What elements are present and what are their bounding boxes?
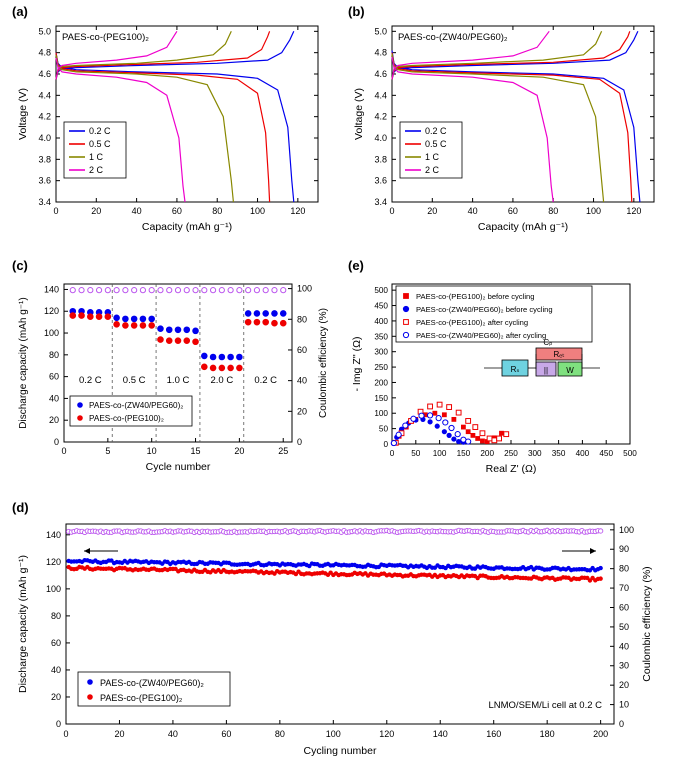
y-tick-label: 400	[374, 316, 388, 326]
legend-swatch	[77, 402, 83, 408]
y2-tick-label: 0	[297, 437, 303, 447]
data-point	[451, 417, 456, 422]
x-tick-label: 120	[626, 206, 642, 216]
data-point	[123, 323, 129, 329]
y2-tick-label: 60	[619, 602, 630, 613]
y-tick-label: 0	[383, 440, 388, 449]
legend-swatch	[404, 294, 409, 299]
x-tick-label: 0	[389, 206, 395, 216]
x-tick-label: 50	[411, 449, 421, 458]
legend-label: PAES-co-(ZW40/PEG60)₂ before cycling	[416, 305, 553, 314]
data-point	[447, 433, 452, 438]
data-point	[88, 314, 94, 320]
y-tick-label: 5.0	[38, 26, 51, 37]
y-tick-label: 500	[374, 286, 388, 296]
data-point	[175, 288, 180, 293]
y2-axis-title: Coulombic efficiency (%)	[641, 566, 653, 682]
data-point	[492, 438, 497, 443]
y-tick-label: 4.4	[38, 90, 51, 101]
legend-swatch	[403, 332, 408, 337]
legend-label: PAES-co-(PEG100)₂ before cycling	[416, 292, 535, 301]
data-point	[175, 338, 181, 344]
x-tick-label: 400	[575, 449, 590, 458]
data-point	[499, 431, 504, 436]
data-point	[432, 411, 437, 416]
x-axis-title: Cycling number	[303, 745, 377, 757]
data-point	[158, 288, 163, 293]
panel-c	[8, 258, 338, 498]
data-point	[149, 316, 155, 322]
y-tick-label: 350	[374, 332, 388, 342]
y-tick-label: 140	[45, 529, 61, 540]
left-axis-arrow-head	[84, 548, 90, 554]
data-point	[272, 320, 278, 326]
legend-swatch	[403, 306, 408, 311]
data-point	[184, 338, 190, 344]
data-point	[123, 288, 128, 293]
x-axis-title: Capacity (mAh g⁻¹)	[141, 221, 233, 233]
x-axis-title: Cycle number	[145, 461, 211, 473]
y-tick-label: 100	[43, 328, 59, 339]
y2-tick-label: 100	[297, 283, 313, 294]
data-point	[427, 413, 432, 418]
data-point	[166, 327, 172, 333]
data-point	[443, 420, 448, 425]
data-point	[114, 315, 120, 321]
y-tick-label: 80	[48, 349, 59, 360]
x-tick-label: 20	[427, 206, 438, 216]
data-point	[504, 432, 509, 437]
y2-tick-label: 40	[297, 375, 308, 386]
y-tick-label: 4.6	[38, 69, 51, 79]
y-tick-label: 450	[374, 301, 388, 311]
y-tick-label: 140	[43, 284, 59, 295]
data-point	[237, 288, 242, 293]
y-tick-label: 60	[50, 637, 61, 648]
data-point	[281, 288, 286, 293]
circuit-cp-symbol: ||	[543, 366, 549, 375]
rate-label: 0.2 C	[254, 375, 278, 387]
data-point	[175, 327, 181, 333]
data-point	[427, 419, 432, 424]
data-point	[149, 288, 154, 293]
y-tick-label: 3.6	[374, 175, 387, 186]
x-tick-label: 180	[539, 729, 555, 739]
y-axis-title: Discharge capacity (mAh g⁻¹)	[18, 297, 29, 429]
data-point	[105, 288, 110, 293]
legend-label: 2 C	[89, 165, 104, 175]
data-point	[461, 425, 466, 430]
x-tick-label: 200	[480, 449, 495, 458]
y-axis-title: Discharge capacity (mAh g⁻¹)	[17, 554, 29, 694]
data-point	[79, 313, 85, 319]
data-point	[419, 413, 424, 418]
y-tick-label: 0	[53, 437, 59, 447]
data-point	[228, 365, 234, 371]
legend-label: 2 C	[425, 165, 440, 175]
y-tick-label: 40	[48, 393, 59, 404]
y-tick-label: 120	[43, 306, 59, 317]
x-tick-label: 60	[171, 206, 182, 216]
data-point	[456, 410, 461, 415]
x-tick-label: 450	[599, 449, 614, 458]
legend-label: PAES-co-(PEG100)₂	[100, 693, 183, 703]
cell-annotation: LNMO/SEM/Li cell at 0.2 C	[488, 700, 602, 711]
y-axis-title: - Img Z'' (Ω)	[351, 336, 363, 392]
data-point	[219, 365, 225, 371]
x-tick-label: 120	[290, 206, 306, 216]
data-point	[254, 311, 260, 317]
panel-b-tag: (b)	[348, 4, 365, 19]
y2-tick-label: 100	[619, 524, 635, 535]
data-point	[411, 416, 416, 421]
legend-label: 0.2 C	[425, 126, 447, 136]
data-point	[158, 337, 164, 343]
panel-a	[8, 4, 338, 252]
y-tick-label: 0	[55, 719, 61, 729]
y-tick-label: 40	[50, 664, 61, 675]
equivalent-circuit-inset	[484, 338, 600, 376]
rate-label: 0.5 C	[122, 375, 146, 387]
panel-b	[344, 4, 674, 252]
y-tick-label: 100	[45, 583, 61, 594]
data-point	[184, 288, 189, 293]
legend-label: PAES-co-(PEG100)₂ after cycling	[416, 318, 529, 327]
data-point	[96, 314, 102, 320]
y-tick-label: 4.2	[374, 111, 387, 122]
y-tick-label: 120	[45, 556, 61, 567]
data-point	[466, 419, 471, 424]
x-tick-label: 40	[467, 206, 478, 216]
data-point	[228, 354, 234, 360]
y-tick-label: 4.0	[38, 133, 51, 143]
data-point	[193, 288, 198, 293]
x-tick-label: 300	[527, 449, 542, 458]
legend-label: PAES-co-(ZW40/PEG60)₂	[100, 678, 204, 688]
y2-axis-title: Coulombic efficiency (%)	[318, 308, 329, 418]
y2-tick-label: 50	[619, 621, 630, 632]
y-tick-label: 3.4	[38, 197, 51, 207]
data-point	[237, 354, 243, 360]
data-point	[254, 319, 260, 325]
x-tick-label: 100	[586, 206, 602, 216]
y-tick-label: 4.4	[374, 90, 387, 101]
data-point	[447, 405, 452, 410]
y-tick-label: 4.8	[374, 47, 387, 58]
data-point	[202, 364, 208, 370]
panel-e	[344, 258, 674, 498]
y-tick-label: 5.0	[374, 26, 387, 37]
data-point	[487, 436, 492, 441]
data-point	[598, 576, 602, 580]
data-point	[202, 353, 208, 359]
data-point	[140, 316, 146, 322]
legend-label: 0.5 C	[425, 139, 447, 149]
data-point	[435, 424, 440, 429]
data-point	[123, 316, 129, 322]
panel-subtitle: PAES-co-(ZW40/PEG60)₂	[398, 32, 508, 43]
data-point	[245, 319, 251, 325]
y-tick-label: 3.8	[38, 154, 51, 165]
x-axis-title: Capacity (mAh g⁻¹)	[477, 221, 569, 233]
y-tick-label: 200	[374, 378, 388, 388]
data-point	[598, 529, 602, 533]
data-point	[403, 423, 408, 428]
panel-a-tag: (a)	[12, 4, 28, 19]
data-point	[280, 311, 286, 317]
chart-e	[344, 258, 674, 498]
data-point	[272, 311, 278, 317]
data-point	[480, 431, 485, 436]
data-point	[114, 322, 120, 328]
y2-tick-label: 90	[619, 544, 630, 555]
y-tick-label: 150	[374, 393, 388, 403]
y-tick-label: 50	[378, 424, 388, 434]
data-point	[428, 404, 433, 409]
data-point	[272, 288, 277, 293]
y-tick-label: 4.0	[374, 133, 387, 143]
legend-label: 1 C	[425, 152, 440, 162]
x-tick-label: 160	[486, 729, 502, 739]
data-point	[105, 314, 111, 320]
data-point	[202, 288, 207, 293]
y2-tick-label: 10	[619, 699, 630, 710]
x-tick-label: 80	[548, 206, 559, 216]
legend-swatch	[77, 415, 83, 421]
data-point	[263, 319, 269, 325]
rate-label: 2.0 C	[210, 375, 234, 387]
rate-label: 0.2 C	[78, 375, 102, 387]
x-tick-label: 250	[504, 449, 518, 458]
x-tick-label: 100	[325, 729, 341, 739]
x-tick-label: 15	[190, 446, 201, 456]
data-point	[466, 439, 471, 444]
data-point	[449, 425, 454, 430]
data-point	[140, 323, 146, 329]
data-point	[263, 311, 269, 317]
data-point	[228, 288, 233, 293]
data-point	[254, 288, 259, 293]
data-point	[475, 436, 480, 441]
panel-e-tag: (e)	[348, 258, 364, 273]
data-point	[70, 313, 76, 319]
y-tick-label: 300	[374, 347, 388, 357]
circuit-rs-label: Rₛ	[510, 365, 520, 374]
data-point	[396, 432, 401, 437]
x-tick-label: 80	[212, 206, 223, 216]
data-point	[263, 288, 268, 293]
x-tick-label: 20	[234, 446, 245, 456]
data-point	[149, 323, 155, 329]
legend-swatch	[87, 694, 93, 700]
x-tick-label: 0	[61, 446, 67, 456]
data-point	[166, 338, 172, 344]
y-axis-title: Voltage (V)	[17, 88, 29, 140]
y-tick-label: 3.4	[374, 197, 387, 207]
data-point	[96, 288, 101, 293]
rate-label: 1.0 C	[166, 375, 190, 387]
x-axis-title: Real Z' (Ω)	[485, 463, 537, 475]
chart-b	[344, 4, 674, 252]
legend-swatch	[404, 320, 409, 325]
legend-label: 1 C	[89, 152, 104, 162]
data-point	[88, 288, 93, 293]
data-point	[497, 436, 502, 441]
x-tick-label: 25	[278, 446, 289, 456]
legend-swatch	[87, 679, 93, 685]
y2-tick-label: 80	[619, 563, 630, 574]
data-point	[280, 320, 286, 326]
x-tick-label: 500	[623, 449, 637, 458]
data-point	[245, 311, 251, 317]
circuit-rct-label: Rₑₜ	[553, 350, 565, 359]
data-point	[466, 429, 471, 434]
data-point	[246, 288, 251, 293]
data-point	[442, 412, 447, 417]
x-tick-label: 10	[146, 446, 157, 456]
x-tick-label: 5	[105, 446, 111, 456]
legend-label: PAES-co-(ZW40/PEG60)₂ after cycling	[416, 331, 547, 340]
data-point	[219, 288, 224, 293]
legend-label: 0.5 C	[89, 139, 111, 149]
x-tick-label: 100	[432, 449, 447, 458]
data-point	[167, 288, 172, 293]
y-tick-label: 20	[50, 691, 61, 702]
circuit-w-label: W	[566, 366, 574, 375]
x-tick-label: 60	[507, 206, 518, 216]
legend-label: PAES-co-(PEG100)₂	[89, 414, 164, 423]
legend-label: PAES-co-(ZW40/PEG60)₂	[89, 401, 184, 410]
data-point	[132, 288, 137, 293]
y2-tick-label: 20	[619, 680, 630, 691]
y-tick-label: 20	[48, 415, 59, 426]
data-point	[391, 440, 396, 445]
data-point	[114, 288, 119, 293]
panel-c-tag: (c)	[12, 258, 28, 273]
y-tick-label: 60	[48, 371, 59, 382]
data-point	[219, 354, 225, 360]
y2-tick-label: 30	[619, 660, 630, 671]
y2-tick-label: 20	[297, 406, 308, 417]
x-tick-label: 60	[221, 729, 232, 739]
x-tick-label: 80	[274, 729, 285, 739]
x-tick-label: 0	[389, 449, 395, 458]
x-tick-label: 0	[63, 729, 69, 739]
data-point	[70, 288, 75, 293]
y-tick-label: 80	[50, 610, 61, 621]
y-tick-label: 100	[374, 409, 388, 419]
y-tick-label: 4.2	[38, 111, 51, 122]
data-point	[455, 432, 460, 437]
data-point	[140, 288, 145, 293]
panel-d	[8, 500, 674, 768]
x-tick-label: 40	[131, 206, 142, 216]
data-point	[442, 429, 447, 434]
circuit-cp-label: Cₚ	[543, 338, 553, 347]
y2-tick-label: 70	[619, 583, 630, 594]
y-tick-label: 4.8	[38, 47, 51, 58]
y2-tick-label: 60	[297, 344, 308, 355]
y2-tick-label: 40	[619, 641, 630, 652]
x-tick-label: 20	[91, 206, 102, 216]
data-point	[436, 416, 441, 421]
panel-subtitle: PAES-co-(PEG100)₂	[62, 32, 149, 43]
y2-tick-label: 80	[297, 314, 308, 325]
x-tick-label: 200	[593, 729, 609, 739]
y-tick-label: 3.8	[374, 154, 387, 165]
x-tick-label: 350	[551, 449, 566, 458]
data-point	[480, 439, 485, 444]
data-point	[193, 328, 199, 334]
y2-tick-label: 0	[619, 719, 625, 729]
x-tick-label: 40	[167, 729, 178, 739]
x-tick-label: 0	[53, 206, 59, 216]
x-tick-label: 120	[379, 729, 395, 739]
y-tick-label: 250	[374, 363, 388, 373]
x-tick-label: 20	[114, 729, 125, 739]
y-axis-title: Voltage (V)	[353, 88, 365, 140]
data-point	[193, 339, 199, 345]
data-point	[184, 327, 190, 333]
data-point	[451, 436, 456, 441]
data-point	[158, 326, 164, 332]
data-point	[598, 566, 602, 570]
data-point	[210, 365, 216, 371]
data-point	[131, 316, 137, 322]
data-point	[79, 288, 84, 293]
chart-d	[8, 500, 674, 768]
data-point	[471, 433, 476, 438]
chart-c	[8, 258, 338, 498]
data-point	[437, 402, 442, 407]
chart-a	[8, 4, 338, 252]
data-point	[210, 288, 215, 293]
right-axis-arrow-head	[590, 548, 596, 554]
data-point	[131, 323, 137, 329]
panel-d-tag: (d)	[12, 500, 29, 515]
legend-label: 0.2 C	[89, 126, 111, 136]
data-point	[237, 365, 243, 371]
data-point	[210, 354, 216, 360]
x-tick-label: 140	[432, 729, 448, 739]
data-point	[473, 425, 478, 430]
y-tick-label: 3.6	[38, 175, 51, 186]
x-tick-label: 100	[250, 206, 266, 216]
x-tick-label: 150	[456, 449, 471, 458]
y-tick-label: 4.6	[374, 69, 387, 79]
